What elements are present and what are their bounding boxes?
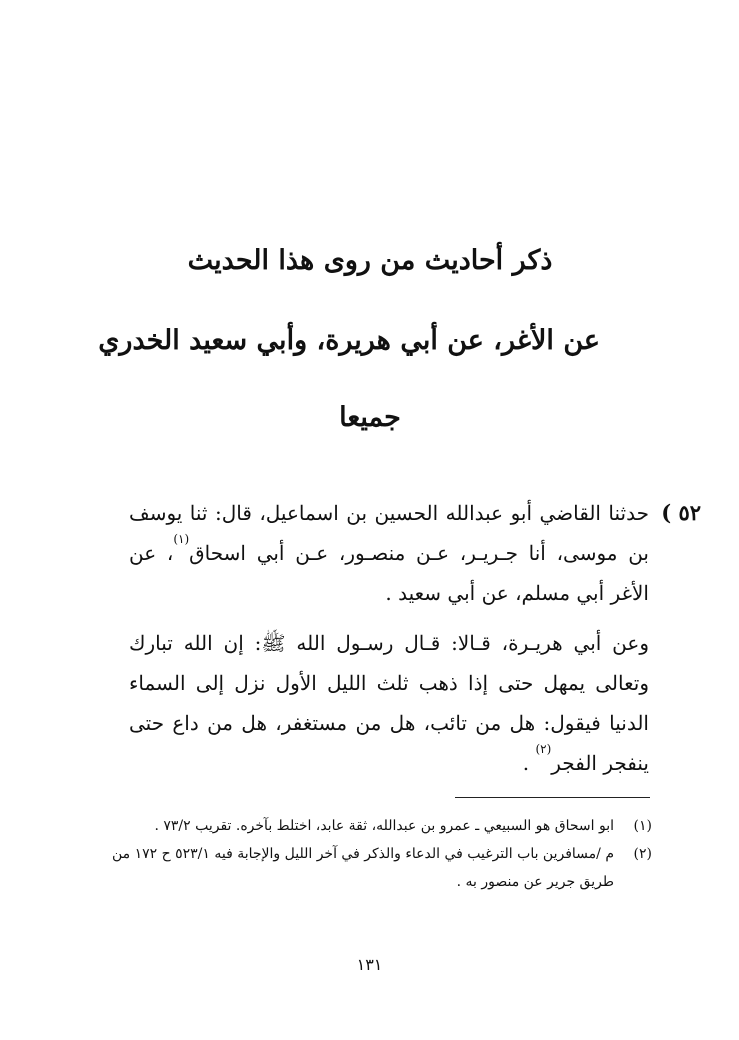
chapter-title-line-3: جميعا (339, 402, 401, 433)
isnad-text-2: ، عن الأغر أبي مسلم، عن أبي سعيد . (129, 541, 649, 605)
matn-text-2: . (522, 751, 536, 775)
footnote-ref-1: (١) (173, 532, 190, 546)
footnote (89, 840, 652, 896)
footnote-separator (455, 797, 650, 798)
hadith-text (129, 493, 649, 793)
footnote-text: م /مسافرين باب الترغيب في الدعاء والذكر في آخر الليل والإجابة فيه ٥٢٣/١ ح ١٧٢ من طريق جرير عن منصور به . (111, 846, 614, 890)
hadith-isnad (129, 493, 649, 613)
footnote-number: (٢) (633, 846, 652, 862)
footnotes (89, 812, 652, 896)
footnote-ref-2: (٢) (535, 742, 552, 756)
chapter-title-line-2: عن الأغر، عن أبي هريرة، وأبي سعيد الخدري (98, 325, 600, 356)
footnote-text: ابو اسحاق هو السبيعي ـ عمرو بن عبدالله، ثقة عابد، اختلط بآخره. تقريب ٧٣/٢ . (154, 818, 614, 834)
page-number: ١٣١ (356, 955, 383, 974)
isnad-text-1: حدثنا القاضي أبو عبدالله الحسين بن اسماعيل، قال: ثنا يوسف بن موسى، أنا جـريـر، عـن منصـور، عـن أبي اسحاق (129, 501, 649, 565)
footnote-number: (١) (633, 818, 652, 834)
footnote (89, 812, 652, 840)
matn-text-1: وعن أبي هريـرة، قـالا: قـال رسـول الله ﷺ: إن الله تبارك وتعالى يمهل حتى إذا ذهب ثلث الليل الأول نزل إلى السماء الدنيا فيقول: هل من تائب، هل من مستغفر، هل من داع حتى ينفجر الفجر (129, 631, 649, 775)
chapter-title-line-1: ذكر أحاديث من روى هذا الحديث (187, 245, 553, 276)
hadith-number: ٥٢ ) (661, 500, 701, 525)
hadith-matn (129, 623, 649, 783)
